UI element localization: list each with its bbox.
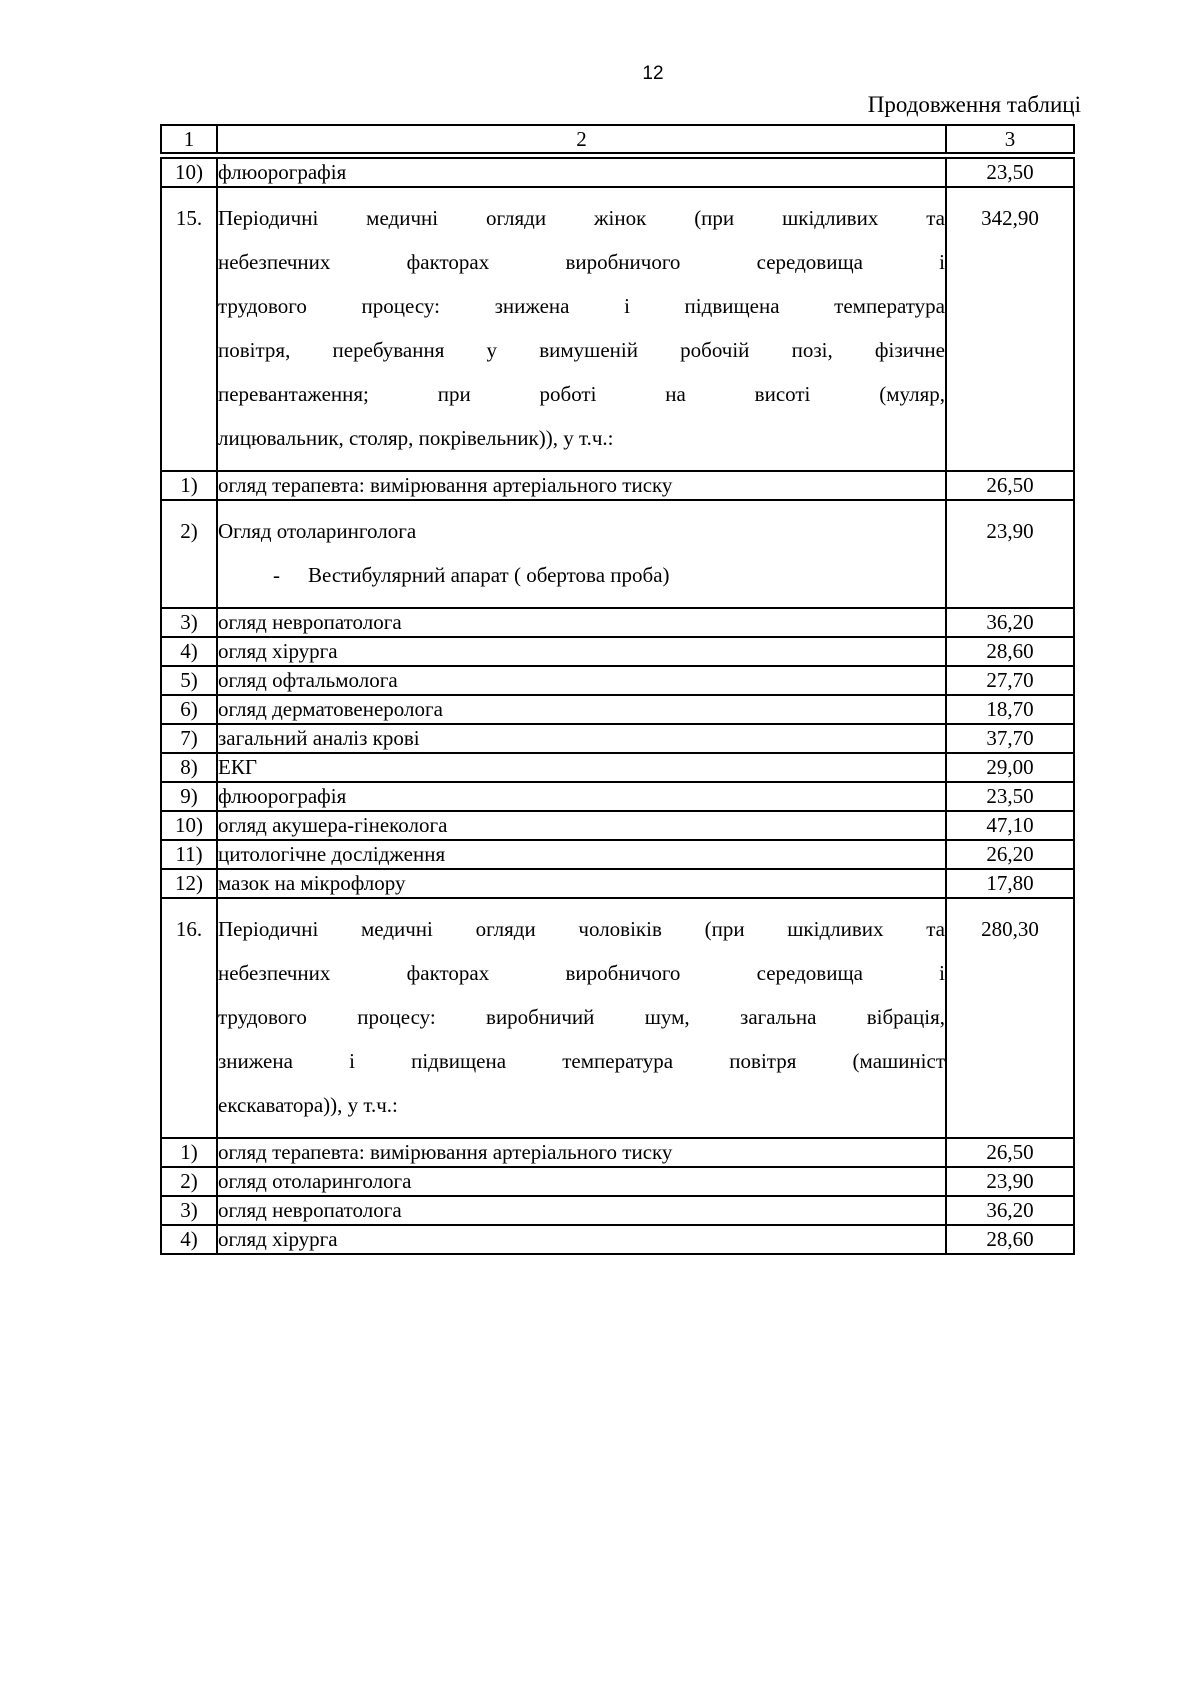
paragraph-line: небезпечних факторах виробничого середовища і	[218, 961, 945, 985]
paragraph-line: повітря, перебування у вимушеній робочій позі, фізичне	[218, 338, 945, 362]
table-row	[161, 724, 1074, 753]
table-row	[161, 1167, 1074, 1196]
service-name-cell: огляд офтальмолога	[217, 666, 946, 695]
price-cell: 36,20	[946, 1196, 1074, 1225]
dash-marker: -	[273, 563, 280, 587]
row-number-cell: 4)	[161, 1225, 217, 1254]
service-name-cell: огляд отоларинголога	[217, 1167, 946, 1196]
price-cell: 26,50	[946, 471, 1074, 500]
price-cell: 29,00	[946, 753, 1074, 782]
table-row	[161, 869, 1074, 898]
service-name-cell: огляд терапевта: вимірювання артеріального тиску	[217, 1138, 946, 1167]
row-number-cell: 3)	[161, 608, 217, 637]
service-name-cell: огляд акушера-гінеколога	[217, 811, 946, 840]
table-row	[161, 637, 1074, 666]
table-row-section	[161, 898, 1074, 1138]
services-price-table	[160, 124, 1075, 1255]
price-cell: 23,50	[946, 156, 1074, 188]
service-name-cell: мазок на мікрофлору	[217, 869, 946, 898]
paragraph-line: екскаватора)), у т.ч.:	[218, 1093, 398, 1117]
service-name-cell: огляд невропатолога	[217, 608, 946, 637]
table-row	[161, 753, 1074, 782]
price-cell: 342,90	[946, 187, 1074, 471]
table-row	[161, 1196, 1074, 1225]
service-name-cell: цитологічне дослідження	[217, 840, 946, 869]
paragraph-line: Періодичні медичні огляди жінок (при шкідливих та	[218, 206, 945, 230]
row-number-cell: 3)	[161, 1196, 217, 1225]
column-header-3: 3	[946, 125, 1074, 156]
table-row	[161, 608, 1074, 637]
row-number-cell: 10)	[161, 811, 217, 840]
table-row	[161, 1225, 1074, 1254]
table-row	[161, 840, 1074, 869]
service-name-cell: огляд хірурга	[217, 637, 946, 666]
table-row	[161, 500, 1074, 608]
row-number-cell: 12)	[161, 869, 217, 898]
row-number-cell: 16.	[161, 898, 217, 1138]
column-header-1: 1	[161, 125, 217, 156]
service-name-cell	[217, 187, 946, 471]
service-sub-item	[218, 553, 945, 597]
service-name-line: Огляд отоларинголога	[218, 519, 417, 543]
row-number-cell: 5)	[161, 666, 217, 695]
service-name-cell: огляд терапевта: вимірювання артеріального тиску	[217, 471, 946, 500]
row-number-cell: 8)	[161, 753, 217, 782]
price-cell: 23,50	[946, 782, 1074, 811]
service-name-cell: загальний аналіз крові	[217, 724, 946, 753]
price-cell: 280,30	[946, 898, 1074, 1138]
paragraph-line: трудового процесу: виробничий шум, загальна вібрація,	[218, 1005, 945, 1029]
price-cell: 23,90	[946, 500, 1074, 608]
row-number-cell: 6)	[161, 695, 217, 724]
table-header-row	[161, 125, 1074, 156]
price-cell: 28,60	[946, 1225, 1074, 1254]
table-caption: Продовження таблиці	[867, 92, 1081, 117]
service-name-cell: ЕКГ	[217, 753, 946, 782]
paragraph-line: трудового процесу: знижена і підвищена температура	[218, 294, 945, 318]
paragraph-line: Періодичні медичні огляди чоловіків (при шкідливих та	[218, 917, 945, 941]
row-number-cell: 4)	[161, 637, 217, 666]
service-name-cell: огляд невропатолога	[217, 1196, 946, 1225]
row-number-cell: 10)	[161, 156, 217, 188]
paragraph-line: перевантаження; при роботі на висоті (муляр,	[218, 382, 945, 406]
service-sub-item-text: Вестибулярний апарат ( обертова проба)	[308, 563, 670, 587]
page-number: 12	[642, 63, 664, 84]
price-cell: 47,10	[946, 811, 1074, 840]
service-name-cell	[217, 898, 946, 1138]
price-cell: 26,50	[946, 1138, 1074, 1167]
table-row	[161, 471, 1074, 500]
table-row	[161, 666, 1074, 695]
service-name-cell: огляд дерматовенеролога	[217, 695, 946, 724]
row-number-cell: 11)	[161, 840, 217, 869]
row-number-cell: 7)	[161, 724, 217, 753]
price-cell: 36,20	[946, 608, 1074, 637]
row-number-cell: 15.	[161, 187, 217, 471]
price-cell: 17,80	[946, 869, 1074, 898]
service-name-cell	[217, 500, 946, 608]
row-number-cell: 1)	[161, 1138, 217, 1167]
table-row	[161, 695, 1074, 724]
row-number-cell: 2)	[161, 500, 217, 608]
table-row	[161, 811, 1074, 840]
service-name-cell: огляд хірурга	[217, 1225, 946, 1254]
service-name-cell: флюорографія	[217, 782, 946, 811]
price-cell: 28,60	[946, 637, 1074, 666]
price-cell: 26,20	[946, 840, 1074, 869]
row-number-cell: 2)	[161, 1167, 217, 1196]
table-row	[161, 782, 1074, 811]
price-cell: 18,70	[946, 695, 1074, 724]
paragraph-line: небезпечних факторах виробничого середовища і	[218, 250, 945, 274]
table-row	[161, 156, 1074, 188]
price-cell: 37,70	[946, 724, 1074, 753]
paragraph-line: лицювальник, столяр, покрівельник)), у т.ч.:	[218, 426, 614, 450]
table-row	[161, 1138, 1074, 1167]
price-cell: 27,70	[946, 666, 1074, 695]
service-name-cell: флюорографія	[217, 156, 946, 188]
row-number-cell: 9)	[161, 782, 217, 811]
column-header-2: 2	[217, 125, 946, 156]
table-row-section	[161, 187, 1074, 471]
price-cell: 23,90	[946, 1167, 1074, 1196]
row-number-cell: 1)	[161, 471, 217, 500]
paragraph-line: знижена і підвищена температура повітря (машиніст	[218, 1049, 945, 1073]
